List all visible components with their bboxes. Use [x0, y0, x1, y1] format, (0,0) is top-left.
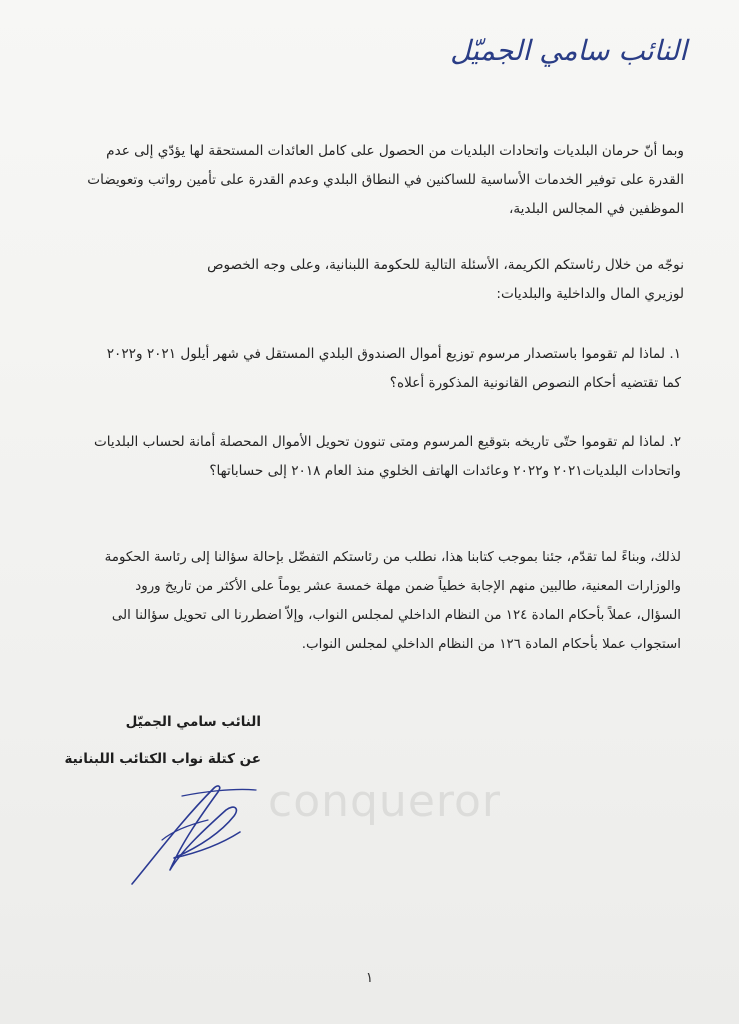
letterhead-title: النائب سامي الجميّل — [450, 34, 687, 67]
question-2 — [41, 428, 681, 486]
intro-paragraph — [44, 137, 684, 224]
paragraph-line: لوزيري المال والداخلية والبلديات: — [496, 286, 684, 302]
paragraph-line: القدرة على توفير الخدمات الأساسية للساكنين في النطاق البلدي وعدم القدرة على تأمين رواتب وتعويضات — [87, 172, 684, 188]
paragraph-line: وبما أنّ حرمان البلديات واتحادات البلديات من الحصول على كامل العائدات المستحقة لها يؤدّي إلى عدم — [106, 143, 684, 159]
question-1 — [41, 340, 681, 398]
signatory-name: النائب سامي الجميّل — [125, 714, 261, 730]
paragraph-line: الموظفين في المجالس البلدية، — [508, 201, 684, 217]
handwritten-signature — [122, 780, 262, 890]
paragraph-line: لذلك، وبناءً لما تقدّم، جئنا بموجب كتابنا هذا، نطلب من رئاستكم التفضّل بإحالة سؤالنا إلى رئاسة الحكومة — [104, 550, 681, 565]
question-line: ١. لماذا لم تقوموا باستصدار مرسوم توزيع أموال الصندوق البلدي المستقل في شهر أيلول ٢٠٢١ و٢٠٢٢ — [106, 346, 681, 362]
paragraph-line: السؤال، عملاً بأحكام المادة ١٢٤ من النظام الداخلي لمجلس النواب، وإلاّ اضطررنا الى تحويل سؤالنا الى — [111, 608, 681, 623]
paper-watermark: conqueror — [268, 776, 502, 827]
closing-paragraph — [41, 543, 681, 659]
request-paragraph — [44, 251, 684, 309]
signatory-bloc: عن كتلة نواب الكتائب اللبنانية — [64, 751, 261, 767]
paragraph-line: استجواب عملا بأحكام المادة ١٢٦ من النظام الداخلي لمجلس النواب. — [301, 637, 681, 652]
question-line: ٢. لماذا لم تقوموا حتّى تاريخه بتوقيع المرسوم ومتى تنوون تحويل الأموال المحصلة أمانة لحساب البلديات — [93, 434, 681, 450]
paragraph-line: والوزارات المعنية، طالبين منهم الإجابة خطياً ضمن مهلة خمسة عشر يوماً على الأكثر من تاريخ ورود — [135, 579, 681, 594]
paragraph-line: نوجّه من خلال رئاستكم الكريمة، الأسئلة التالية للحكومة اللبنانية، وعلى وجه الخصوص — [207, 257, 684, 273]
page-number: ١ — [365, 970, 374, 986]
question-line: واتحادات البلديات٢٠٢١ و٢٠٢٢ وعائدات الهاتف الخلوي منذ العام ٢٠١٨ إلى حساباتها؟ — [209, 463, 681, 479]
question-line: كما تقتضيه أحكام النصوص القانونية المذكورة أعلاه؟ — [389, 375, 681, 391]
